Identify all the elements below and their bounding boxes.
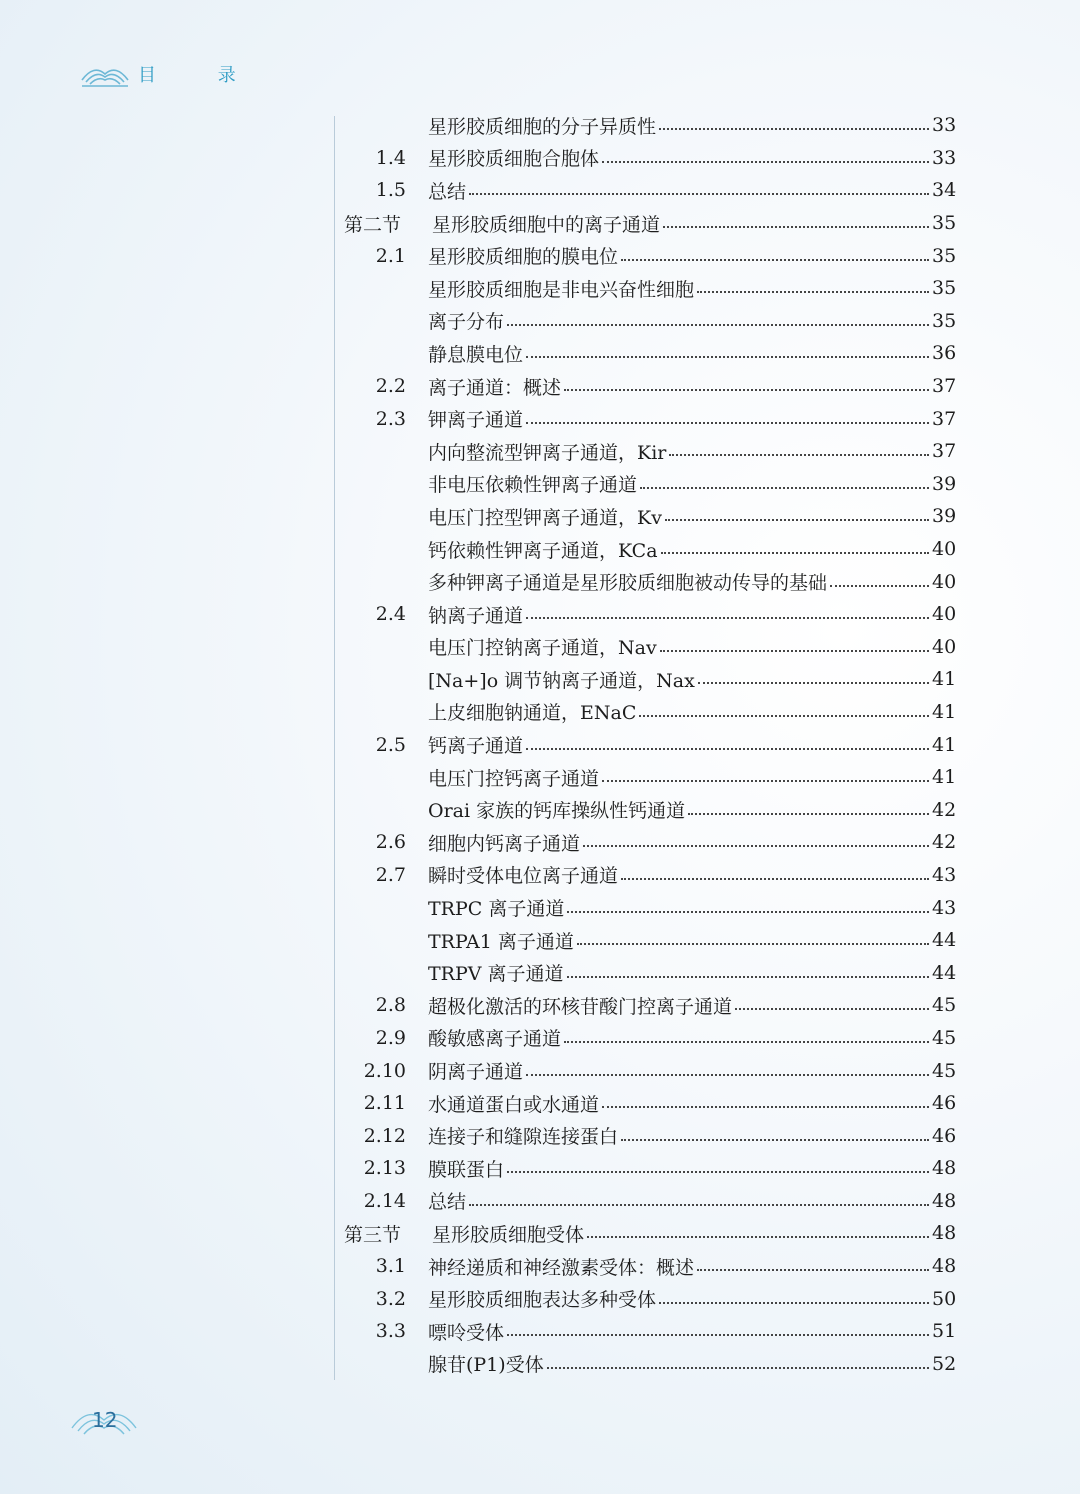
- toc-entry-number: 2.2: [375, 375, 406, 398]
- toc-entry-page: 39: [932, 505, 957, 528]
- toc-entry[interactable]: [340, 1054, 957, 1087]
- toc-entry[interactable]: [340, 305, 957, 338]
- toc-entry-page: 41: [932, 766, 957, 789]
- toc-entry[interactable]: [340, 761, 957, 794]
- toc-entry[interactable]: [340, 272, 957, 305]
- toc-entry-page: 35: [932, 309, 957, 332]
- toc-entry-page: 33: [932, 146, 957, 169]
- toc-entry-page: 43: [932, 896, 957, 919]
- toc-entry[interactable]: [340, 728, 957, 761]
- toc-entry[interactable]: [340, 174, 957, 207]
- dot-leader: [564, 1041, 929, 1043]
- toc-entry[interactable]: [340, 1282, 957, 1315]
- toc-entry[interactable]: [340, 533, 957, 566]
- toc-entry-number: 2.3: [375, 407, 406, 430]
- toc-entry-title: 静息膜电位: [428, 343, 524, 366]
- toc-entry-page: 41: [932, 700, 957, 723]
- toc-entry-title: 星形胶质细胞的膜电位: [428, 246, 619, 269]
- toc-entry-page: 37: [932, 407, 957, 430]
- toc-entry-page: 51: [932, 1320, 957, 1343]
- toc-entry-page: 50: [932, 1287, 957, 1310]
- toc-entry-page: 45: [932, 1059, 957, 1082]
- toc-entry-title: 总结: [428, 180, 467, 203]
- toc-entry[interactable]: [340, 891, 957, 924]
- toc-entry-page: 41: [932, 668, 957, 691]
- toc-entry[interactable]: [340, 1217, 957, 1250]
- toc-entry-page: 40: [932, 635, 957, 658]
- toc-entry-title: 酸敏感离子通道: [428, 1028, 562, 1051]
- toc-entry-title: 星形胶质细胞的分子异质性: [428, 115, 657, 138]
- toc-entry[interactable]: [340, 598, 957, 631]
- toc-entry-number: 2.9: [375, 1026, 406, 1049]
- toc-entry-title: 嘌呤受体: [428, 1321, 505, 1344]
- toc-entry-title: 钠离子通道: [428, 604, 524, 627]
- wave-logo-icon: [80, 60, 130, 88]
- toc-entry[interactable]: [340, 402, 957, 435]
- toc-entry-page: 48: [932, 1222, 957, 1245]
- toc-entry-page: 42: [932, 831, 957, 854]
- toc-entry-number: 2.12: [363, 1124, 406, 1147]
- toc-entry-title: 瞬时受体电位离子通道: [428, 865, 619, 888]
- dot-leader: [564, 389, 929, 391]
- toc-entry-number: 2.1: [375, 244, 406, 267]
- toc-entry-page: 48: [932, 1255, 957, 1278]
- toc-entry-title: 上皮细胞钠通道，ENaC: [428, 702, 637, 725]
- toc-entry-number: 2.6: [375, 831, 406, 854]
- toc-entry-number: 2.10: [363, 1059, 406, 1082]
- dot-leader: [697, 291, 929, 293]
- toc-entry[interactable]: [340, 696, 957, 729]
- toc-entry-number: 2.4: [375, 603, 406, 626]
- toc-entry[interactable]: [340, 956, 957, 989]
- toc-entry[interactable]: [340, 337, 957, 370]
- toc-entry-number: 2.7: [375, 863, 406, 886]
- dot-leader: [469, 1204, 929, 1206]
- toc-entry-page: 41: [932, 733, 957, 756]
- dot-leader: [602, 161, 929, 163]
- toc-entry[interactable]: [340, 565, 957, 598]
- toc-entry[interactable]: [340, 435, 957, 468]
- toc-entry[interactable]: [340, 631, 957, 664]
- toc-entry-page: 46: [932, 1124, 957, 1147]
- toc-entry-number: 第二节: [344, 213, 402, 236]
- dot-leader: [526, 1074, 929, 1076]
- toc-entry-title: 神经递质和神经激素受体：概述: [428, 1256, 695, 1279]
- toc-entry-number: 3.3: [375, 1320, 406, 1343]
- dot-leader: [583, 845, 929, 847]
- dot-leader: [665, 519, 929, 521]
- toc-entry-title: 连接子和缝隙连接蛋白: [428, 1126, 619, 1149]
- toc-entry[interactable]: [340, 1250, 957, 1283]
- toc-entry-page: 48: [932, 1189, 957, 1212]
- toc-entry[interactable]: [340, 1348, 957, 1381]
- toc-entry[interactable]: [340, 663, 957, 696]
- dot-leader: [602, 1106, 929, 1108]
- dot-leader: [669, 454, 929, 456]
- dot-leader: [526, 617, 929, 619]
- toc-entry-title: 非电压依赖性钾离子通道: [428, 474, 638, 497]
- toc-entry-number: 2.8: [375, 994, 406, 1017]
- toc-entry-page: 37: [932, 375, 957, 398]
- toc-entry-page: 42: [932, 798, 957, 821]
- toc-entry-page: 45: [932, 1026, 957, 1049]
- toc-entry-title: [Na+]o 调节钠离子通道，Nax: [428, 669, 695, 692]
- toc-entry-page: 34: [932, 179, 957, 202]
- toc-entry[interactable]: [340, 989, 957, 1022]
- toc-entry-page: 44: [932, 929, 957, 952]
- dot-leader: [526, 356, 929, 358]
- toc-entry-page: 45: [932, 994, 957, 1017]
- toc-entry-title: 星形胶质细胞合胞体: [428, 148, 600, 171]
- toc-entry-title: 腺苷(P1)受体: [428, 1354, 544, 1377]
- toc-entry-title: 电压门控钙离子通道: [428, 767, 600, 790]
- toc-entry-title: 阴离子通道: [428, 1061, 524, 1084]
- dot-leader: [697, 1269, 929, 1271]
- dot-leader: [587, 1236, 929, 1238]
- toc-entry-number: 第三节: [344, 1223, 402, 1246]
- toc-entry[interactable]: [340, 207, 957, 240]
- toc-entry[interactable]: [340, 1119, 957, 1152]
- toc-entry-title: 钙依赖性钾离子通道，KCa: [428, 539, 658, 562]
- toc-entry-title: 水通道蛋白或水通道: [428, 1093, 600, 1116]
- dot-leader: [830, 585, 929, 587]
- dot-leader: [639, 715, 929, 717]
- toc-entry-page: 40: [932, 570, 957, 593]
- toc-entry-title: 总结: [428, 1191, 467, 1214]
- toc-entry-page: 40: [932, 603, 957, 626]
- table-of-contents: [340, 109, 957, 1380]
- toc-entry-page: 37: [932, 440, 957, 463]
- toc-entry-title: 电压门控钠离子通道，Nav: [428, 637, 657, 660]
- toc-entry[interactable]: [340, 1152, 957, 1185]
- toc-entry[interactable]: [340, 1315, 957, 1348]
- toc-entry-title: 多种钾离子通道是星形胶质细胞被动传导的基础: [428, 572, 828, 595]
- toc-entry-title: 钙离子通道: [428, 735, 524, 758]
- toc-entry-page: 35: [932, 244, 957, 267]
- toc-entry[interactable]: [340, 109, 957, 142]
- dot-leader: [661, 552, 929, 554]
- toc-entry-title: 超极化激活的环核苷酸门控离子通道: [428, 995, 733, 1018]
- dot-leader: [660, 650, 929, 652]
- toc-entry-title: 膜联蛋白: [428, 1158, 505, 1181]
- toc-entry[interactable]: [340, 1087, 957, 1120]
- toc-entry-page: 48: [932, 1157, 957, 1180]
- dot-leader: [735, 1008, 929, 1010]
- toc-entry-title: 星形胶质细胞中的离子通道: [432, 213, 661, 236]
- toc-heading: 目 录: [138, 65, 264, 86]
- dot-leader: [526, 748, 929, 750]
- toc-entry-number: 3.1: [375, 1255, 406, 1278]
- toc-entry-title: 内向整流型钾离子通道，Kir: [428, 441, 667, 464]
- toc-entry-title: 星形胶质细胞是非电兴奋性细胞: [428, 278, 695, 301]
- toc-entry[interactable]: [340, 793, 957, 826]
- toc-entry[interactable]: [340, 468, 957, 501]
- toc-entry-number: 2.14: [363, 1189, 406, 1212]
- dot-leader: [567, 911, 929, 913]
- toc-entry-title: TRPV 离子通道: [428, 963, 564, 986]
- dot-leader: [567, 976, 929, 978]
- toc-entry-page: 39: [932, 472, 957, 495]
- toc-entry-number: 2.13: [363, 1157, 406, 1180]
- dot-leader: [547, 1367, 929, 1369]
- dot-leader: [659, 1302, 929, 1304]
- toc-entry-page: 35: [932, 212, 957, 235]
- dot-leader: [659, 128, 929, 130]
- toc-entry-number: 2.5: [375, 733, 406, 756]
- toc-entry-title: 细胞内钙离子通道: [428, 832, 581, 855]
- dot-leader: [663, 226, 929, 228]
- dot-leader: [507, 324, 929, 326]
- toc-entry-number: 2.11: [363, 1092, 406, 1115]
- toc-entry-page: 36: [932, 342, 957, 365]
- toc-entry-title: 钾离子通道: [428, 409, 524, 432]
- toc-entry[interactable]: [340, 500, 957, 533]
- toc-entry[interactable]: [340, 142, 957, 175]
- toc-entry-number: 3.2: [375, 1287, 406, 1310]
- toc-entry[interactable]: [340, 1185, 957, 1218]
- toc-entry-page: 40: [932, 538, 957, 561]
- dot-leader: [577, 943, 929, 945]
- dot-leader: [507, 1334, 929, 1336]
- toc-entry[interactable]: [340, 370, 957, 403]
- dot-leader: [621, 1139, 929, 1141]
- toc-entry[interactable]: [340, 239, 957, 272]
- toc-entry-number: 1.5: [375, 179, 406, 202]
- dot-leader: [526, 422, 929, 424]
- dot-leader: [469, 193, 929, 195]
- dot-leader: [602, 780, 929, 782]
- dot-leader: [621, 878, 929, 880]
- toc-entry-title: 离子分布: [428, 311, 505, 334]
- toc-entry-title: TRPC 离子通道: [428, 898, 565, 921]
- page-header: [80, 58, 264, 90]
- toc-entry-page: 46: [932, 1092, 957, 1115]
- toc-rule: [334, 116, 335, 1380]
- dot-leader: [507, 1171, 929, 1173]
- toc-entry-title: 离子通道：概述: [428, 376, 562, 399]
- toc-entry-number: 1.4: [375, 146, 406, 169]
- dot-leader: [688, 813, 929, 815]
- toc-entry[interactable]: [340, 1022, 957, 1055]
- toc-entry-title: TRPA1 离子通道: [428, 930, 574, 953]
- dot-leader: [698, 682, 929, 684]
- toc-entry-title: 电压门控型钾离子通道，Kv: [428, 506, 662, 529]
- toc-entry-title: 星形胶质细胞受体: [432, 1223, 585, 1246]
- dot-leader: [640, 487, 929, 489]
- toc-entry[interactable]: [340, 826, 957, 859]
- toc-entry-page: 33: [932, 114, 957, 137]
- toc-entry-page: 43: [932, 863, 957, 886]
- toc-entry-title: 星形胶质细胞表达多种受体: [428, 1289, 657, 1312]
- page-number: 12: [92, 1408, 118, 1432]
- toc-entry[interactable]: [340, 859, 957, 892]
- toc-entry-page: 52: [932, 1352, 957, 1375]
- dot-leader: [621, 259, 929, 261]
- toc-entry-page: 44: [932, 961, 957, 984]
- toc-entry[interactable]: [340, 924, 957, 957]
- toc-entry-title: Orai 家族的钙库操纵性钙通道: [428, 800, 686, 823]
- toc-entry-page: 35: [932, 277, 957, 300]
